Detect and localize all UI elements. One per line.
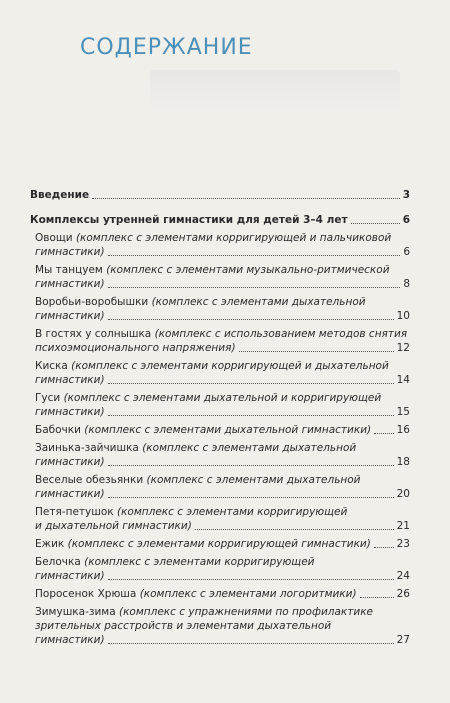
- toc-entry-note: гимнастики): [35, 310, 105, 322]
- toc-entry: [30, 423, 410, 437]
- toc-page-number: 14: [396, 374, 410, 386]
- toc-entry: [30, 295, 410, 323]
- toc-entry-text: [35, 633, 105, 647]
- toc-entry-text: [35, 537, 371, 551]
- toc-entry-text: [35, 605, 373, 619]
- toc-entry-text: [35, 519, 192, 533]
- toc-entry: [30, 605, 410, 647]
- toc-entry-note: (комплекс с элементами дыхательной гимнастики): [84, 424, 372, 436]
- toc-entry-text: [35, 309, 105, 323]
- toc-entry: [30, 213, 410, 227]
- toc-entry-note: (комплекс с элементами корригирующей гимнастики): [67, 538, 371, 550]
- toc-entry-text: [35, 505, 347, 519]
- dot-leader: [351, 223, 400, 224]
- dot-leader: [108, 415, 394, 416]
- toc-page-number: 27: [396, 634, 410, 646]
- toc-entry-note: (комплекс с упражнениями по профилактике: [118, 606, 374, 618]
- toc-entry-text: [35, 487, 105, 501]
- toc-page-number: 12: [396, 342, 410, 354]
- dot-leader: [108, 383, 394, 384]
- toc-entry-note: (комплекс с элементами дыхательной: [146, 474, 361, 486]
- toc-entry-title: Мы танцуем: [35, 264, 107, 276]
- toc-entry-text: [35, 555, 314, 569]
- toc-entry-text: [35, 441, 356, 455]
- toc-entry-note: гимнастики): [35, 488, 105, 500]
- toc-page-number: 21: [396, 520, 410, 532]
- toc-entry-text: [35, 405, 105, 419]
- toc-entry-text: [35, 277, 105, 291]
- toc-entry-note: и дыхательной гимнастики): [35, 520, 192, 532]
- toc-entry-text: [35, 619, 331, 633]
- toc-entry-note: (комплекс с элементами дыхательной: [151, 296, 366, 308]
- dot-leader: [108, 319, 394, 320]
- toc-page-number: 15: [396, 406, 410, 418]
- toc-entry-note: гимнастики): [35, 570, 105, 582]
- toc-entry: [30, 263, 410, 291]
- toc-entry-title: В гостях у солнышка: [35, 328, 155, 340]
- toc-page-number: 6: [402, 214, 410, 226]
- toc-entry-text: [35, 359, 389, 373]
- toc-entry-note: гимнастики): [35, 246, 105, 258]
- toc-entry-note: гимнастики): [35, 634, 105, 646]
- dot-leader: [108, 497, 394, 498]
- toc-entry-title: Поросенок Хрюша: [35, 588, 140, 600]
- toc-entry-title: Ежик: [35, 538, 68, 550]
- toc-entry-text: [35, 231, 391, 245]
- toc-entry-title: Гуси: [35, 392, 64, 404]
- toc-entry-note: психоэмоционального напряжения): [35, 342, 236, 354]
- dot-leader: [360, 597, 394, 598]
- toc-entry-text: [35, 391, 381, 405]
- toc-page-number: 8: [403, 278, 410, 290]
- toc-entry-note: гимнастики): [35, 406, 105, 418]
- toc-entry-title: Петя-петушок: [35, 506, 117, 518]
- toc-page-number: 24: [396, 570, 410, 582]
- toc-entry: [30, 188, 410, 202]
- toc-entry: [30, 327, 410, 355]
- toc-page-number: 3: [402, 189, 410, 201]
- table-of-contents: [30, 188, 410, 651]
- toc-entry-text: [35, 263, 390, 277]
- toc-entry-text: [35, 455, 105, 469]
- toc-entry-title: Веселые обезьянки: [35, 474, 147, 486]
- toc-entry-note: (комплекс с элементами корригирующей: [116, 506, 348, 518]
- dot-leader: [108, 255, 401, 256]
- dot-leader: [108, 287, 401, 288]
- dot-leader: [108, 579, 394, 580]
- toc-entry-text: [35, 373, 105, 387]
- toc-page-number: 26: [396, 588, 410, 600]
- toc-entry-text: [35, 341, 236, 355]
- toc-entry-text: [30, 188, 89, 202]
- toc-entry-text: [35, 327, 407, 341]
- toc-entry-note: (комплекс с элементами музыкально-ритмической: [106, 264, 390, 276]
- toc-entry-title: Киска: [35, 360, 72, 372]
- toc-entry-title: Белочка: [35, 556, 85, 568]
- toc-entry: [30, 537, 410, 551]
- show-through-smudge: [150, 70, 400, 110]
- toc-entry-title: Комплексы утренней гимнастики для детей 3–4 лет: [30, 214, 348, 226]
- dot-leader: [239, 351, 394, 352]
- toc-entry-note: (комплекс с элементами дыхательной: [142, 442, 357, 454]
- toc-entry: [30, 473, 410, 501]
- toc-entry-note: зрительных расстройств и элементами дыхательной: [35, 620, 332, 632]
- toc-entry-title: Введение: [30, 189, 90, 201]
- toc-entry-title: Воробьи-воробышки: [35, 296, 152, 308]
- toc-entry-text: [35, 473, 361, 487]
- dot-leader: [108, 643, 394, 644]
- toc-entry-text: [35, 423, 371, 437]
- dot-leader: [374, 433, 394, 434]
- toc-entry-title: Бабочки: [35, 424, 85, 436]
- toc-entry: [30, 359, 410, 387]
- toc-entry-note: (комплекс с использованием методов снятия: [154, 328, 408, 340]
- toc-entry-text: [35, 587, 357, 601]
- toc-page-number: 6: [403, 246, 410, 258]
- toc-page-number: 20: [396, 488, 410, 500]
- toc-page-number: 10: [396, 310, 410, 322]
- toc-entry-text: [35, 295, 366, 309]
- toc-entry: [30, 391, 410, 419]
- toc-entry-title: Заинька-зайчишка: [35, 442, 143, 454]
- toc-entry-note: (комплекс с элементами корригирующей: [84, 556, 315, 568]
- toc-page-number: 18: [396, 456, 410, 468]
- toc-entry: [30, 231, 410, 259]
- toc-entry-note: (комплекс с элементами корригирующей и пальчиковой: [75, 232, 392, 244]
- toc-entry-note: гимнастики): [35, 278, 105, 290]
- toc-entry-note: (комплекс с элементами логоритмики): [139, 588, 357, 600]
- dot-leader: [374, 547, 394, 548]
- toc-entry-text: [35, 569, 105, 583]
- toc-entry-note: (комплекс с элементами дыхательной и корригирующей: [63, 392, 382, 404]
- dot-leader: [195, 529, 394, 530]
- dot-leader: [108, 465, 394, 466]
- toc-entry: [30, 505, 410, 533]
- toc-entry-note: (комплекс с элементами корригирующей и дыхательной: [71, 360, 389, 372]
- page-title: СОДЕРЖАНИЕ: [80, 35, 253, 60]
- toc-entry: [30, 441, 410, 469]
- toc-entry: [30, 587, 410, 601]
- toc-entry-text: [35, 245, 105, 259]
- toc-entry-note: гимнастики): [35, 456, 105, 468]
- toc-page-number: 16: [396, 424, 410, 436]
- toc-entry: [30, 555, 410, 583]
- dot-leader: [92, 198, 400, 199]
- toc-entry-title: Овощи: [35, 232, 76, 244]
- toc-entry-text: [30, 213, 348, 227]
- toc-entry-title: Зимушка-зима: [35, 606, 119, 618]
- toc-entry-note: гимнастики): [35, 374, 105, 386]
- toc-page-number: 23: [396, 538, 410, 550]
